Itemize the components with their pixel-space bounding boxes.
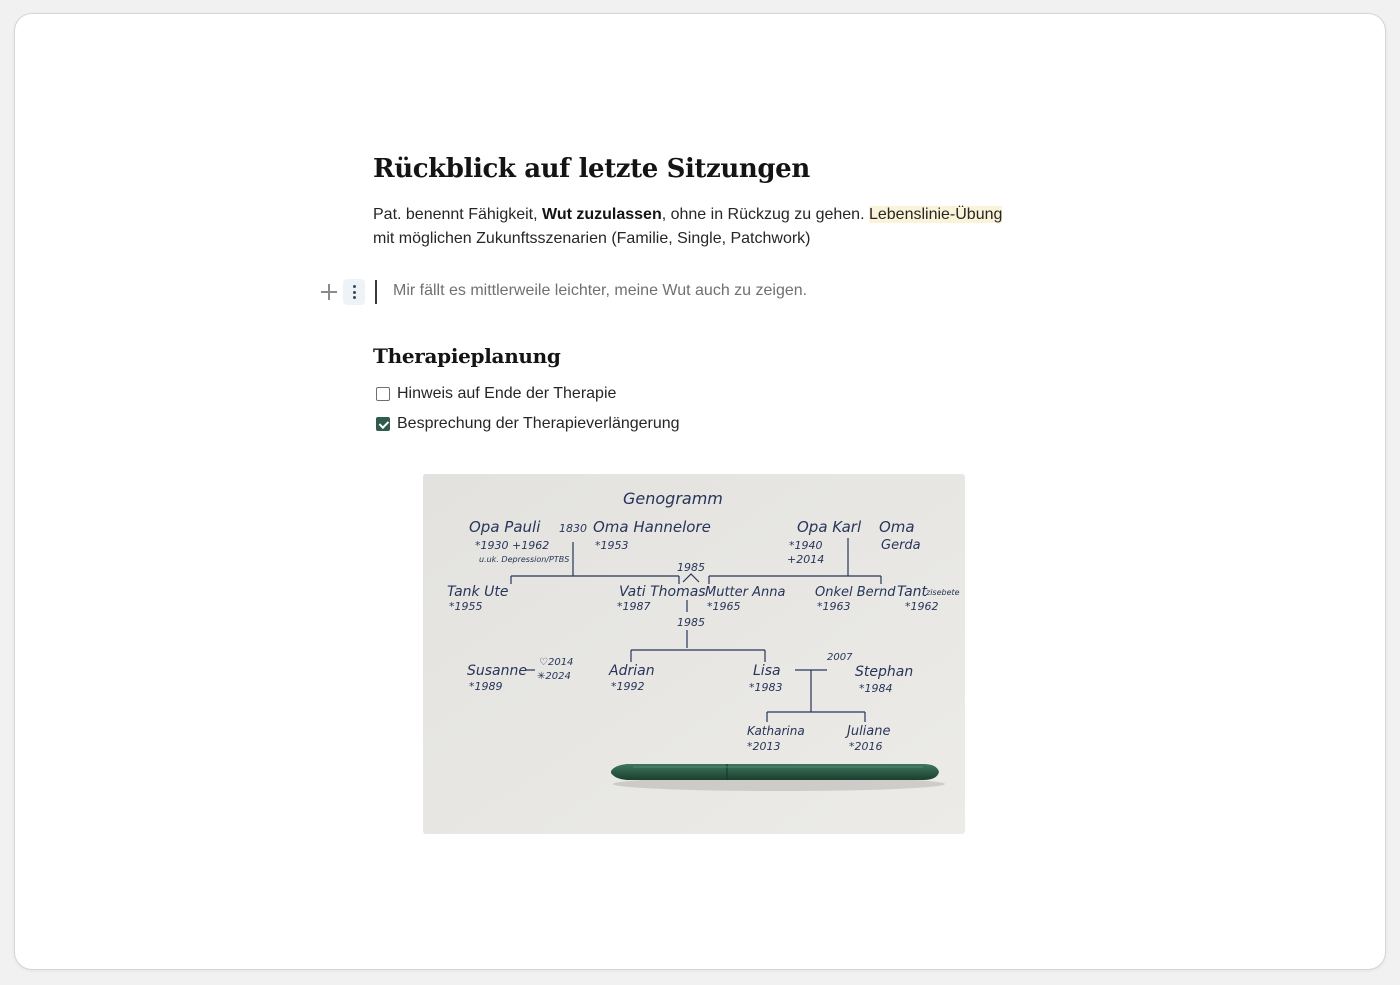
paragraph-text: mit möglichen Zukunftsszenarien (Familie, Single, Patchwork) [373,230,811,247]
paragraph-bold-text: Wut zuzulassen [542,206,662,223]
date-label: *1983 [749,681,783,694]
genogram-drawing [423,474,965,834]
note-label: u.uk. Depression/PTBS [479,555,570,564]
date-label: *2013 [747,740,781,753]
add-block-plus-icon[interactable] [318,281,340,303]
date-label: *1953 [595,539,629,552]
person-label: Lisa [753,663,781,679]
genogram-heading: Genogramm [623,489,723,508]
person-label: Oma Hannelore [593,518,711,536]
pen-illustration [611,764,945,791]
year-label: 2007 [827,652,853,663]
date-label: *1955 [449,600,483,613]
person-label: Stephan [855,664,914,680]
paragraph-text: Pat. benennt Fähigkeit, [373,206,542,223]
person-label: Katharina [747,724,805,738]
todo-item [376,413,680,435]
summary-paragraph[interactable] [373,203,1013,251]
person-label: Opa Pauli [469,518,541,536]
year-label: 1830 [559,522,587,535]
person-label: Opa Karl [797,518,862,536]
editor-window [14,13,1386,970]
todo-checkbox-checked[interactable] [376,417,390,431]
date-label: *1965 [707,600,741,613]
person-label: Juliane [847,724,891,739]
date-label: *1963 [817,600,851,613]
person-label: Oma [879,518,915,536]
date-label: *1992 [611,680,645,693]
quote-bar [375,280,377,304]
page-title[interactable]: Rückblick auf letzte Sitzungen [373,154,810,184]
person-label: Tant [897,584,928,600]
note-label: zisebete [926,588,960,597]
date-label: *1989 [469,680,503,693]
person-label: Adrian [609,663,655,679]
person-label: Mutter Anna [705,585,786,600]
quote-text[interactable]: Mir fällt es mittlerweile leichter, meine Wut auch zu zeigen. [393,282,808,299]
person-label: Gerda [881,538,921,553]
date-label: *1962 [905,600,939,613]
genogram-image[interactable] [423,474,965,834]
person-label: Susanne [467,663,527,679]
date-label: +2014 [787,553,825,566]
quote-block [318,279,1018,307]
todo-item [376,383,616,405]
year-label: 1985 [677,616,705,629]
person-label: Onkel Bernd [815,585,896,600]
person-label: Tank Ute [447,584,509,600]
date-label: *1930 +1962 [475,539,550,552]
paragraph-text: , ohne in Rückzug zu gehen. [661,206,869,223]
section-heading[interactable]: Therapieplanung [373,344,561,368]
date-label: *1984 [859,682,893,695]
block-drag-handle-icon[interactable] [343,279,365,305]
date-label: *2016 [849,740,883,753]
person-label: Vati Thomas [619,584,706,600]
highlighted-text: Lebenslinie-Übung [868,206,1003,223]
date-label: *1940 [789,539,823,552]
todo-label[interactable]: Besprechung der Therapieverlängerung [397,415,680,432]
relationship-label: ✳2024 [537,671,571,682]
todo-label[interactable]: Hinweis auf Ende der Therapie [397,385,617,402]
relationship-label: ♡2014 [539,657,574,668]
date-label: *1987 [617,600,651,613]
year-label: 1985 [677,561,705,574]
todo-checkbox[interactable] [376,387,390,401]
